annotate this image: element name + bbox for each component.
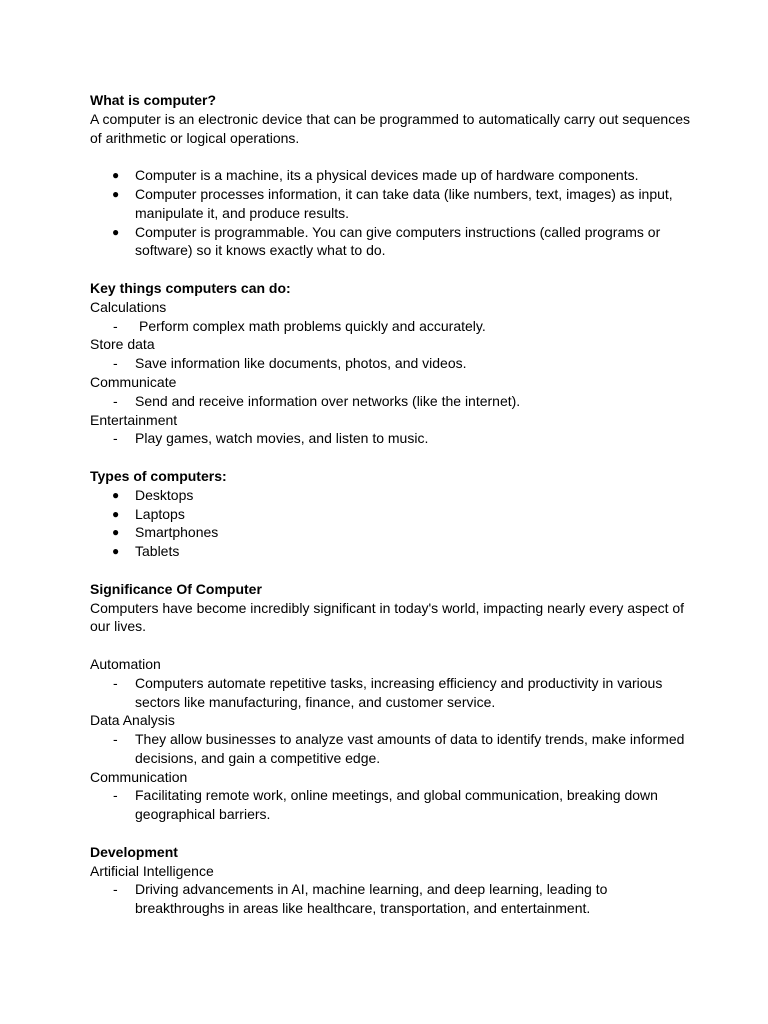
list-item: [90, 505, 690, 524]
list-item-text: Computer processes information, it can take data (like numbers, text, images) as input, manipulate it, and produce results.: [135, 185, 673, 221]
list-item-text: Tablets: [135, 543, 180, 560]
list-item-text: Smartphones: [135, 524, 219, 541]
spacer: [90, 561, 690, 580]
section-heading-development: Development: [90, 843, 178, 860]
dash-icon: -: [113, 317, 118, 334]
spacer: [90, 260, 690, 279]
development-detail-list: [90, 880, 690, 918]
significance-detail-list: [90, 786, 690, 824]
section-heading-what-is-computer: What is computer?: [90, 92, 217, 108]
list-item-text: Facilitating remote work, online meetings, and global communication, breaking down geographical barriers.: [135, 787, 658, 823]
list-item-text: Perform complex math problems quickly and accurately.: [139, 317, 486, 334]
significance-intro: Computers have become incredibly significant in today's world, impacting nearly every aspect of our lives.: [90, 599, 685, 635]
section-heading-types: Types of computers:: [90, 467, 227, 484]
development-label: Artificial Intelligence: [90, 862, 214, 879]
list-item: [90, 185, 690, 223]
list-item-text: Laptops: [135, 505, 185, 522]
spacer: [90, 824, 690, 843]
list-item-text: Driving advancements in AI, machine learning, and deep learning, leading to breakthroughs in areas like healthcare, transportation, and entertainment.: [135, 881, 608, 917]
section-heading-significance: Significance Of Computer: [90, 580, 262, 597]
key-thing-detail-list: [90, 354, 690, 373]
list-item-text: They allow businesses to analyze vast amounts of data to identify trends, make informed decisions, and gain a competitive edge.: [135, 731, 685, 766]
spacer: [90, 636, 690, 655]
computer-facts-list: [90, 166, 690, 260]
list-item-text: Desktops: [135, 486, 194, 503]
list-item-text: Computers automate repetitive tasks, increasing efficiency and productivity in various sectors like manufacturing, finance, and customer service.: [135, 674, 663, 710]
key-thing-label: Communicate: [90, 373, 177, 390]
dash-icon: -: [113, 355, 118, 372]
section-heading-key-things: Key things computers can do:: [90, 279, 291, 296]
list-item-text: Computer is a machine, its a physical devices made up of hardware components.: [135, 167, 639, 184]
list-item-text: Play games, watch movies, and listen to music.: [135, 430, 429, 447]
bullet-icon: ●: [112, 506, 120, 521]
bullet-icon: ●: [112, 168, 120, 183]
bullet-icon: ●: [112, 544, 120, 559]
spacer: [90, 147, 690, 166]
bullet-icon: ●: [112, 525, 120, 540]
significance-label: Communication: [90, 768, 188, 785]
list-item: [90, 542, 690, 561]
key-thing-label: Store data: [90, 336, 155, 353]
computer-types-list: [90, 486, 690, 561]
significance-detail-list: [90, 674, 690, 712]
list-item: [90, 880, 690, 918]
list-item: [90, 429, 690, 448]
list-item: [90, 354, 690, 373]
bullet-icon: ●: [112, 186, 120, 201]
dash-icon: -: [113, 787, 118, 804]
bullet-icon: ●: [112, 224, 120, 239]
dash-icon: -: [113, 881, 118, 898]
key-thing-label: Calculations: [90, 298, 167, 315]
significance-label: Data Analysis: [90, 712, 175, 729]
significance-label: Automation: [90, 655, 161, 672]
list-item: [90, 523, 690, 542]
list-item: [90, 166, 690, 185]
dash-icon: -: [113, 674, 118, 691]
list-item: [90, 317, 690, 336]
significance-detail-list: [90, 730, 690, 768]
list-item: [90, 674, 690, 712]
list-item: [90, 392, 690, 411]
spacer: [90, 448, 690, 467]
key-thing-detail-list: [90, 429, 690, 448]
dash-icon: -: [113, 731, 118, 748]
list-item: [90, 486, 690, 505]
document-page: [90, 91, 690, 918]
list-item: [90, 223, 690, 261]
dash-icon: -: [113, 392, 118, 409]
dash-icon: -: [113, 430, 118, 447]
list-item-text: Computer is programmable. You can give computers instructions (called programs or software) so it knows exactly what to do.: [135, 223, 661, 259]
bullet-icon: ●: [112, 487, 120, 502]
list-item-text: Send and receive information over networks (like the internet).: [135, 392, 521, 409]
key-thing-label: Entertainment: [90, 411, 178, 428]
key-thing-detail-list: [90, 392, 690, 411]
list-item: [90, 730, 690, 768]
definition-paragraph: A computer is an electronic device that can be programmed to automatically carry out sequences of arithmetic or logical operations.: [90, 110, 690, 146]
list-item-text: Save information like documents, photos, and videos.: [135, 355, 467, 372]
key-thing-detail-list: [90, 317, 690, 336]
list-item: [90, 786, 690, 824]
